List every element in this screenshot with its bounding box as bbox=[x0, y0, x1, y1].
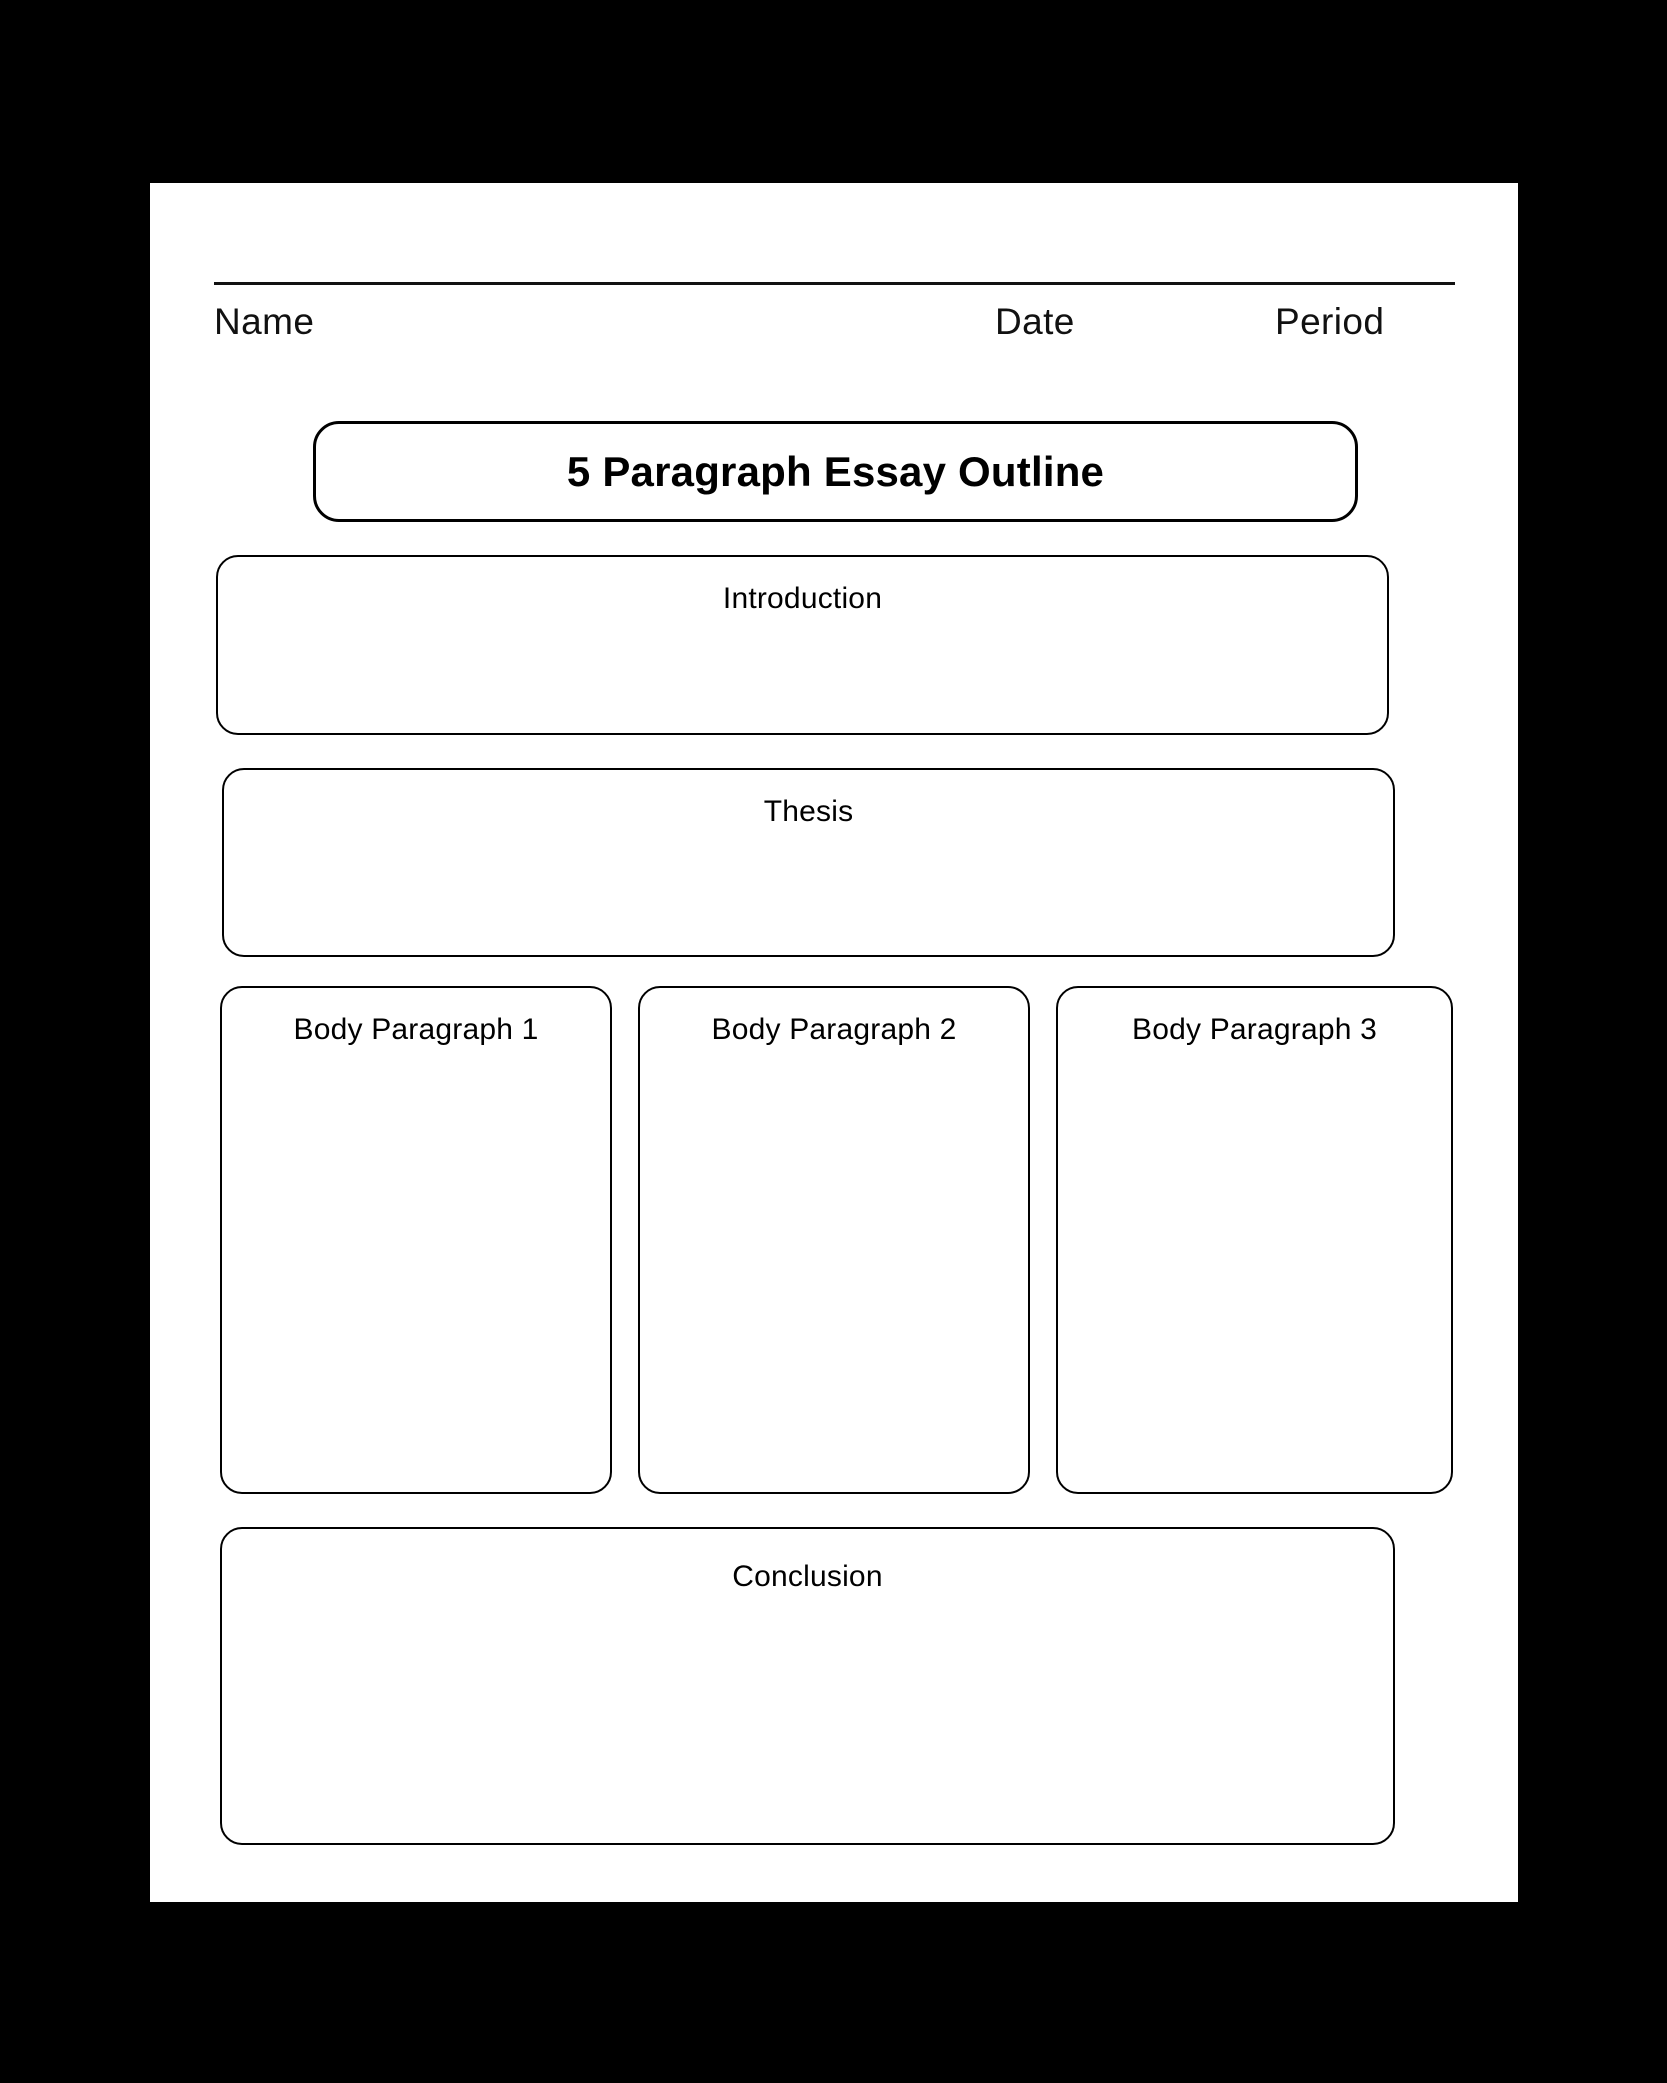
worksheet-title-text: 5 Paragraph Essay Outline bbox=[566, 447, 1105, 495]
body-paragraph-2-label: Body Paragraph 2 bbox=[711, 1013, 957, 1046]
period-field-label: Period bbox=[1275, 301, 1385, 342]
worksheet-title-box bbox=[313, 421, 1358, 522]
body-paragraph-1-label: Body Paragraph 1 bbox=[293, 1013, 539, 1046]
thesis-box[interactable] bbox=[222, 768, 1395, 957]
name-field-label: Name bbox=[214, 301, 315, 342]
date-field-label: Date bbox=[995, 301, 1075, 342]
body-paragraph-3-label: Body Paragraph 3 bbox=[1131, 1013, 1378, 1046]
body-paragraph-2-box[interactable] bbox=[638, 986, 1030, 1494]
worksheet-page bbox=[150, 183, 1518, 1902]
conclusion-box[interactable] bbox=[220, 1527, 1395, 1845]
body-paragraph-1-box[interactable] bbox=[220, 986, 612, 1494]
introduction-box[interactable] bbox=[216, 555, 1389, 735]
introduction-label: Introduction bbox=[722, 582, 883, 615]
body-paragraphs-row bbox=[220, 986, 1395, 1494]
conclusion-label: Conclusion bbox=[732, 1560, 883, 1593]
thesis-label: Thesis bbox=[763, 795, 854, 828]
body-paragraph-3-box[interactable] bbox=[1056, 986, 1453, 1494]
header-divider-rule bbox=[214, 282, 1455, 285]
worksheet-header bbox=[214, 282, 1455, 359]
header-field-labels bbox=[214, 299, 1455, 359]
